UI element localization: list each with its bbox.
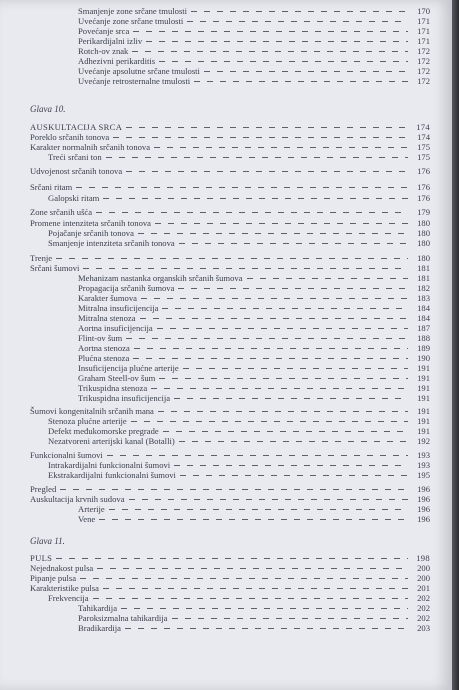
toc-page-number: 191 <box>417 426 430 436</box>
toc-entry-title: Nejednakost pulsa <box>30 563 94 573</box>
toc-entry-title: Smanjenje zone srčane tmulosti <box>78 6 188 16</box>
toc-entry-title: Poreklo srčanih tonova <box>30 132 110 142</box>
toc-leader-dashes <box>138 233 408 234</box>
toc-entry <box>30 263 430 273</box>
toc-leader-dashes <box>80 578 408 579</box>
toc-leader-dashes <box>154 147 408 148</box>
toc-entry <box>48 416 430 426</box>
toc-page-number: 191 <box>417 393 430 403</box>
toc-entry <box>30 142 430 152</box>
toc-page-number: 191 <box>417 373 430 383</box>
toc-entry-title: Trikuspidna stenoza <box>78 383 148 393</box>
toc-page-number: 196 <box>417 494 430 504</box>
toc-leader-dashes <box>151 388 408 389</box>
toc-entry <box>48 193 430 203</box>
toc-leader-dashes <box>163 431 408 432</box>
toc-leader-dashes <box>155 223 408 224</box>
toc-leader-dashes <box>133 31 408 32</box>
toc-leader-dashes <box>183 368 408 369</box>
toc-entry <box>30 182 430 192</box>
toc-page-number: 189 <box>417 343 430 353</box>
toc-entry <box>30 553 430 563</box>
toc-page-number: 196 <box>417 514 430 524</box>
toc-page-number: 193 <box>417 450 430 460</box>
toc-page-number: 176 <box>417 166 430 176</box>
toc-leader-dashes <box>129 499 408 500</box>
toc-page-number: 191 <box>417 406 430 416</box>
toc-entry-title: Perikardijalni izliv <box>78 36 143 46</box>
toc-entry-title: Stenoza plućne arterije <box>48 416 127 426</box>
toc-leader-dashes <box>187 21 408 22</box>
toc-entry <box>78 26 430 36</box>
toc-entry <box>30 122 430 132</box>
toc-entry <box>30 406 430 416</box>
toc-entry-title: Smanjenje intenziteta srčanih tonova <box>48 238 175 248</box>
toc-entry <box>78 283 430 293</box>
toc-leader-dashes <box>126 171 408 172</box>
toc-entry <box>78 623 430 633</box>
toc-entry-title: Graham Steell-ov šum <box>78 373 156 383</box>
toc-entry <box>30 218 430 228</box>
toc-entry <box>48 228 430 238</box>
toc-leader-dashes <box>174 465 408 466</box>
toc-entry <box>30 166 430 176</box>
toc-leader-dashes <box>158 411 408 412</box>
toc-page-number: 176 <box>417 193 430 203</box>
toc-page-number: 179 <box>417 207 430 217</box>
toc-leader-dashes <box>121 608 408 609</box>
toc-page-number: 201 <box>417 583 430 593</box>
toc-entry-title: Šumovi kongenitalnih srčanih mana <box>30 406 154 416</box>
toc-page-number: 171 <box>417 26 430 36</box>
toc-page-number: 180 <box>417 238 430 248</box>
toc-entry <box>78 603 430 613</box>
toc-entry-title: Pipanje pulsa <box>30 573 77 583</box>
toc-entry <box>78 293 430 303</box>
toc-entry-title: Tahikardija <box>78 603 118 613</box>
toc-entry-title: AUSKULTACIJA SRCA <box>30 122 123 132</box>
toc-entry-title: Trikuspidna insuficijencija <box>78 393 171 403</box>
toc-leader-dashes <box>174 398 408 399</box>
toc-entry <box>48 426 430 436</box>
toc-entry-title: Zone srčanih ušća <box>30 207 93 217</box>
toc-leader-dashes <box>146 41 408 42</box>
toc-entry-title: PULS <box>30 553 53 563</box>
toc-leader-dashes <box>106 157 408 158</box>
toc-page-number: 195 <box>417 470 430 480</box>
toc-leader-dashes <box>247 278 408 279</box>
toc-leader-dashes <box>204 71 408 72</box>
toc-entry <box>78 323 430 333</box>
toc-entry-title: Karakteristike pulsa <box>30 583 99 593</box>
toc-leader-dashes <box>141 298 408 299</box>
toc-entry <box>48 593 430 603</box>
toc-leader-dashes <box>178 288 408 289</box>
toc-entry <box>30 450 430 460</box>
toc-page-number: 180 <box>417 228 430 238</box>
toc-leader-dashes <box>134 348 408 349</box>
toc-leader-dashes <box>103 588 408 589</box>
toc-entry <box>78 16 430 26</box>
toc-leader-dashes <box>159 61 408 62</box>
toc-entry <box>78 303 430 313</box>
toc-page-number: 172 <box>417 66 430 76</box>
toc-entry-title: Flint-ov šum <box>78 333 123 343</box>
toc-page-number: 172 <box>417 46 430 56</box>
toc-entry <box>48 436 430 446</box>
toc-leader-dashes <box>76 187 408 188</box>
toc-entry <box>78 333 430 343</box>
toc-page-number: 184 <box>417 303 430 313</box>
toc-page-number: 202 <box>417 603 430 613</box>
toc-leader-dashes <box>179 243 408 244</box>
toc-entry <box>78 313 430 323</box>
toc-entry-title: Mitralna stenoza <box>78 313 136 323</box>
toc-page-number: 170 <box>417 6 430 16</box>
toc-page-number: 187 <box>417 323 430 333</box>
toc-page-number: 181 <box>417 273 430 283</box>
toc-entry-title: Mitralna insuficijencija <box>78 303 159 313</box>
toc-entry-title: Karakter normalnih srčanih tonova <box>30 142 151 152</box>
toc-entry <box>30 573 430 583</box>
toc-page-number: 193 <box>417 460 430 470</box>
toc-entry <box>78 504 430 514</box>
toc-leader-dashes <box>172 618 409 619</box>
toc-entry-title: Uvećanje zone srčane tmulosti <box>78 16 184 26</box>
toc-leader-dashes <box>180 475 408 476</box>
toc-page-number: 180 <box>417 253 430 263</box>
toc-leader-dashes <box>83 268 408 269</box>
toc-entry <box>30 207 430 217</box>
toc-leader-dashes <box>162 308 408 309</box>
toc-entry-title: Trenje <box>30 253 53 263</box>
toc-entry <box>78 353 430 363</box>
toc-page-number: 196 <box>417 504 430 514</box>
toc-entry-title: Rotch-ov znak <box>78 46 129 56</box>
toc-leader-dashes <box>191 11 408 12</box>
toc-leader-dashes <box>133 358 408 359</box>
toc-entry <box>78 373 430 383</box>
toc-page-number: 175 <box>417 142 430 152</box>
toc-entry <box>30 132 430 142</box>
toc-entry-title: Plućna stenoza <box>78 353 130 363</box>
toc-entry-title: Srčani ritam <box>30 182 73 192</box>
toc-leader-dashes <box>126 338 408 339</box>
page-edge-shadow <box>452 0 459 690</box>
toc-page-number: 184 <box>417 313 430 323</box>
toc-leader-dashes <box>157 328 408 329</box>
chapter-heading: Glava 11. <box>30 536 65 546</box>
toc-entry-title: Auskultacija krvnih sudova <box>30 494 125 504</box>
toc-entry-title: Bradikardija <box>78 623 121 633</box>
toc-leader-dashes <box>103 198 408 199</box>
toc-page-number: 203 <box>417 623 430 633</box>
toc-entry-title: Nezatvoreni arterijski kanal (Botalli) <box>48 436 175 446</box>
toc-leader-dashes <box>132 51 408 52</box>
toc-leader-dashes <box>194 81 408 82</box>
toc-leader-dashes <box>179 441 408 442</box>
toc-page-number: 172 <box>417 56 430 66</box>
toc-page-number: 191 <box>417 383 430 393</box>
toc-page-number: 200 <box>417 573 430 583</box>
toc-entry <box>78 343 430 353</box>
toc-entry-title: Paroksizmalna tahikardija <box>78 613 168 623</box>
toc-entry-title: Povećanje srca <box>78 26 130 36</box>
toc-leader-dashes <box>140 318 408 319</box>
toc-entry <box>78 363 430 373</box>
toc-page-number: 176 <box>417 182 430 192</box>
toc-entry-title: Pojačanje srčanih tonova <box>48 228 134 238</box>
toc-entry <box>78 76 430 86</box>
toc-page-number: 190 <box>417 353 430 363</box>
toc-entry <box>78 393 430 403</box>
toc-entry-title: Frekvencija <box>48 593 89 603</box>
toc-page-number: 191 <box>417 416 430 426</box>
toc-entry <box>78 383 430 393</box>
toc-leader-dashes <box>159 378 408 379</box>
toc-page-number: 183 <box>417 293 430 303</box>
toc-leader-dashes <box>60 489 408 490</box>
toc-entry <box>48 238 430 248</box>
toc-entry-title: Insuficijencija plućne arterije <box>78 363 179 373</box>
toc-leader-dashes <box>93 598 408 599</box>
toc-entry-title: Uvećanje retrosternalne tmulosti <box>78 76 191 86</box>
toc-entry <box>78 36 430 46</box>
toc-leader-dashes <box>109 509 408 510</box>
toc-page-number: 192 <box>417 436 430 446</box>
toc-page-number: 180 <box>417 218 430 228</box>
toc-page-number: 188 <box>417 333 430 343</box>
toc-entry <box>78 514 430 524</box>
toc-entry <box>30 494 430 504</box>
toc-leader-dashes <box>113 137 408 138</box>
toc-page-number: 202 <box>417 613 430 623</box>
toc-page-number: 172 <box>417 76 430 86</box>
toc-entry-title: Promene intenziteta srčanih tonova <box>30 218 151 228</box>
toc-page-number: 171 <box>417 16 430 26</box>
toc-page-number: 171 <box>417 36 430 46</box>
toc-page-number: 175 <box>417 152 430 162</box>
toc-entry <box>30 253 430 263</box>
toc-leader-dashes <box>56 258 408 259</box>
toc-entry <box>48 152 430 162</box>
toc-entry-title: Funkcionalni šumovi <box>30 450 103 460</box>
toc-entry-title: Galopski ritam <box>48 193 100 203</box>
toc-entry <box>78 46 430 56</box>
toc-page-number: 200 <box>417 563 430 573</box>
toc-page-number: 174 <box>417 132 430 142</box>
toc-entry <box>78 273 430 283</box>
toc-entry-title: Srčani šumovi <box>30 263 80 273</box>
chapter-heading: Glava 10. <box>30 104 66 114</box>
toc-entry-title: Uvećanje apsolutne srčane tmulosti <box>78 66 200 76</box>
toc-page-number: 196 <box>417 484 430 494</box>
toc-entry-title: Karakter šumova <box>78 293 137 303</box>
toc-leader-dashes <box>131 421 408 422</box>
toc-entry <box>30 583 430 593</box>
toc-entry-title: Pregled <box>30 484 57 494</box>
toc-page-number: 182 <box>417 283 430 293</box>
toc-page-number: 198 <box>416 553 430 563</box>
toc-leader-dashes <box>97 568 408 569</box>
toc-entry <box>78 613 430 623</box>
toc-entry <box>78 56 430 66</box>
toc-entry-title: Propagacija srčanih šumova <box>78 283 175 293</box>
toc-entry-title: Mehanizam nastanka organskih srčanih šumova <box>78 273 243 283</box>
toc-leader-dashes <box>125 628 408 629</box>
toc-leader-dashes <box>107 455 408 456</box>
toc-entry-title: Vene <box>78 514 96 524</box>
toc-entry-title: Intrakardijalni funkcionalni šumovi <box>48 460 171 470</box>
toc-leader-dashes <box>126 127 408 128</box>
toc-page-number: 181 <box>417 263 430 273</box>
toc-page-number: 202 <box>417 593 430 603</box>
toc-entry-title: Adhezivni perikarditis <box>78 56 156 66</box>
toc-entry <box>78 6 430 16</box>
toc-entry <box>48 460 430 470</box>
toc-entry-title: Aortna stenoza <box>78 343 130 353</box>
toc-leader-dashes <box>56 558 408 559</box>
toc-entry <box>48 470 430 480</box>
toc-entry-title: Arterije <box>78 504 105 514</box>
toc-entry-title: Treći srčani ton <box>48 152 102 162</box>
toc-leader-dashes <box>99 519 408 520</box>
toc-entry <box>78 66 430 76</box>
toc-entry-title: Ekstrakardijalni funkcionalni šumovi <box>48 470 176 480</box>
toc-entry-title: Aortna insuficijencija <box>78 323 153 333</box>
toc-entry <box>30 563 430 573</box>
toc-entry-title: Defekt međukomorske pregrade <box>48 426 159 436</box>
toc-entry <box>30 484 430 494</box>
toc-leader-dashes <box>96 212 408 213</box>
toc-entry-title: Udvojenost srčanih tonova <box>30 166 123 176</box>
toc-page-number: 191 <box>417 363 430 373</box>
toc-page-number: 174 <box>416 122 430 132</box>
